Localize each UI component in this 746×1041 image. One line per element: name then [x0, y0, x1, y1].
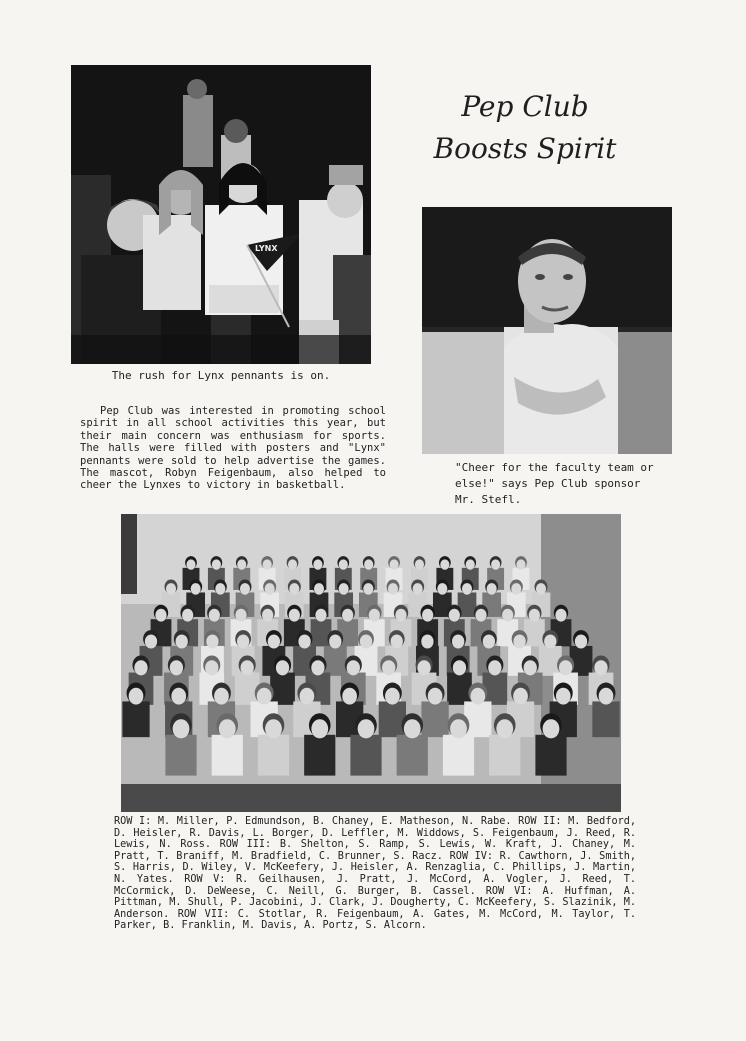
- group-member-body: [421, 701, 448, 737]
- group-member-face: [315, 609, 326, 622]
- group-member-body: [324, 646, 347, 676]
- group-member-face: [339, 559, 348, 569]
- group-member-body: [165, 735, 196, 776]
- group-member-face: [134, 660, 147, 675]
- photo-pep-club-group: [121, 514, 621, 812]
- group-member-face: [205, 660, 218, 675]
- group-member-face: [488, 660, 501, 675]
- group-member-face: [529, 609, 540, 622]
- group-member-face: [502, 609, 513, 622]
- group-member-face: [428, 688, 443, 705]
- group-member-face: [470, 688, 485, 705]
- group-member-face: [300, 688, 315, 705]
- group-member-body: [350, 735, 381, 776]
- group-member-face: [466, 559, 475, 569]
- group-member-face: [209, 609, 220, 622]
- group-member-face: [176, 634, 188, 648]
- group-member-face: [544, 634, 556, 648]
- group-roster: ROW I: M. Miller, P. Edmundson, B. Chaney, E. Matheson, N. Rabe. ROW II: M. Bedford, D. Heisler, R. Davis, L. Borger, D. Leffler, M. Widdows, S. Feigenbaum, J. Reed, R. Lewis, N. Ross. ROW III: B. Shelton, S. Ramp, S. Lewis, W. Kraft, J. Chaney, M. Pratt, T. Braniff, M. Bradfield, C. Brunner, S. Racz. ROW IV: R. Cawthorn, J. Smith, S. Harris, D. Wiley, V. McKeefery, J. Heisler, A. Renzaglia, C. Phillips, J. Martin, N. Yates. ROW V: R. Geilhausen, J. Pratt, J. McCord, A. Vogler, J. Reed, T. McCormick, D. DeWeese, C. Neill, G. Burger, B. Cassel. ROW VI: A. Huffman, A. Pittman, M. Shull, P. Jacobini, J. Clark, J. Dougherty, C. McKeefery, S. Slazinik, M. Anderson. ROW VII: C. Stotlar, R. Feigenbaum, A. Gates, M. McCord, M. Taylor, T. Parker, B. Franklin, M. Davis, A. Portz, S. Alcorn.: [114, 816, 636, 932]
- group-member-face: [288, 559, 297, 569]
- group-member-body: [443, 735, 474, 776]
- group-member-face: [388, 583, 398, 595]
- group-member-body: [122, 701, 149, 737]
- group-member-face: [342, 688, 357, 705]
- group-member-face: [298, 634, 310, 648]
- group-member-face: [268, 634, 280, 648]
- group-member-face: [276, 660, 289, 675]
- group-member-face: [385, 688, 400, 705]
- caption-sponsor-stefl: "Cheer for the faculty team or else!" says Pep Club sponsor Mr. Stefl.: [455, 461, 654, 506]
- group-member-body: [447, 673, 472, 705]
- group-member-face: [240, 583, 250, 595]
- group-member-face: [496, 719, 513, 738]
- group-member-face: [513, 634, 525, 648]
- group-member-face: [364, 559, 373, 569]
- group-member-body: [397, 735, 428, 776]
- group-member-face: [382, 660, 395, 675]
- group-member-face: [452, 634, 464, 648]
- group-member-body: [592, 701, 619, 737]
- group-member-face: [129, 688, 144, 705]
- group-member-face: [391, 634, 403, 648]
- group-member-face: [511, 583, 521, 595]
- group-member-face: [358, 719, 375, 738]
- group-member-face: [599, 688, 614, 705]
- group-member-face: [314, 583, 324, 595]
- group-member-face: [556, 688, 571, 705]
- group-member-face: [555, 609, 566, 622]
- group-member-face: [171, 688, 186, 705]
- group-member-face: [417, 660, 430, 675]
- group-member-face: [214, 688, 229, 705]
- group-member-face: [182, 609, 193, 622]
- group-member-face: [215, 583, 225, 595]
- photo-sponsor-stefl: [422, 207, 672, 454]
- group-member-face: [404, 719, 421, 738]
- group-member-face: [257, 688, 272, 705]
- group-member-face: [395, 609, 406, 622]
- group-member-face: [166, 583, 176, 595]
- group-member-face: [342, 609, 353, 622]
- group-member-face: [453, 660, 466, 675]
- group-member-face: [289, 583, 299, 595]
- group-member-face: [212, 559, 221, 569]
- group-member-face: [206, 634, 218, 648]
- group-member-face: [440, 559, 449, 569]
- group-member-face: [265, 719, 282, 738]
- photo-sponsor-stefl-image: [422, 207, 672, 454]
- group-member-face: [462, 583, 472, 595]
- group-member-face: [329, 634, 341, 648]
- article-body: Pep Club was interested in promoting school spirit in all school activities this year, but their main concern was enthusiasm for sports. The halls were filled with posters and "Lynx" pennants were sold to help advertise the games. The mascot, Robyn Feigenbaum, also helped to cheer the Lynxes to victory in basketball.: [80, 405, 386, 492]
- photo-pennant-rush-image: [71, 65, 371, 364]
- photo-pennant-rush: [71, 65, 371, 364]
- group-member-body: [304, 735, 335, 776]
- group-member-face: [219, 719, 236, 738]
- group-member-face: [347, 660, 360, 675]
- group-member-face: [237, 559, 246, 569]
- group-member-body: [464, 701, 491, 737]
- group-member-face: [491, 559, 500, 569]
- group-member-face: [415, 559, 424, 569]
- group-member-face: [360, 634, 372, 648]
- caption-pennant-rush: The rush for Lynx pennants is on.: [111, 369, 331, 382]
- group-member-face: [263, 559, 272, 569]
- group-member-face: [369, 609, 380, 622]
- group-member-face: [339, 583, 349, 595]
- group-member-face: [311, 719, 328, 738]
- group-member-face: [311, 660, 324, 675]
- group-member-face: [524, 660, 537, 675]
- group-member-face: [575, 634, 587, 648]
- group-member-face: [422, 609, 433, 622]
- title-line-1: Pep Club: [461, 90, 589, 123]
- group-member-face: [265, 583, 275, 595]
- group-member-face: [449, 609, 460, 622]
- group-member-face: [186, 559, 195, 569]
- group-member-face: [241, 660, 254, 675]
- group-member-face: [313, 559, 322, 569]
- group-member-body: [489, 735, 520, 776]
- group-member-body: [270, 673, 295, 705]
- group-member-face: [145, 634, 157, 648]
- group-member-face: [191, 583, 201, 595]
- group-member-face: [513, 688, 528, 705]
- group-member-face: [516, 559, 525, 569]
- group-member-face: [536, 583, 546, 595]
- group-member-body: [379, 701, 406, 737]
- group-member-face: [235, 609, 246, 622]
- group-member-face: [475, 609, 486, 622]
- group-member-face: [390, 559, 399, 569]
- group-member-face: [237, 634, 249, 648]
- group-member-face: [594, 660, 607, 675]
- group-member-face: [289, 609, 300, 622]
- group-member-body: [535, 735, 566, 776]
- group-member-face: [363, 583, 373, 595]
- group-member-face: [155, 609, 166, 622]
- group-member-face: [421, 634, 433, 648]
- group-member-face: [262, 609, 273, 622]
- group-member-face: [559, 660, 572, 675]
- group-member-face: [487, 583, 497, 595]
- group-member-face: [450, 719, 467, 738]
- group-member-body: [258, 735, 289, 776]
- page-title: [420, 86, 630, 170]
- group-member-face: [543, 719, 560, 738]
- group-member-face: [173, 719, 190, 738]
- group-member-body: [212, 735, 243, 776]
- group-member-face: [437, 583, 447, 595]
- group-member-face: [170, 660, 183, 675]
- title-line-2: Boosts Spirit: [433, 132, 617, 165]
- group-member-face: [483, 634, 495, 648]
- pennant-lettering: LYNX: [255, 244, 278, 253]
- group-member-face: [413, 583, 423, 595]
- photo-pep-club-group-image: [121, 514, 621, 812]
- group-member-body: [524, 619, 545, 646]
